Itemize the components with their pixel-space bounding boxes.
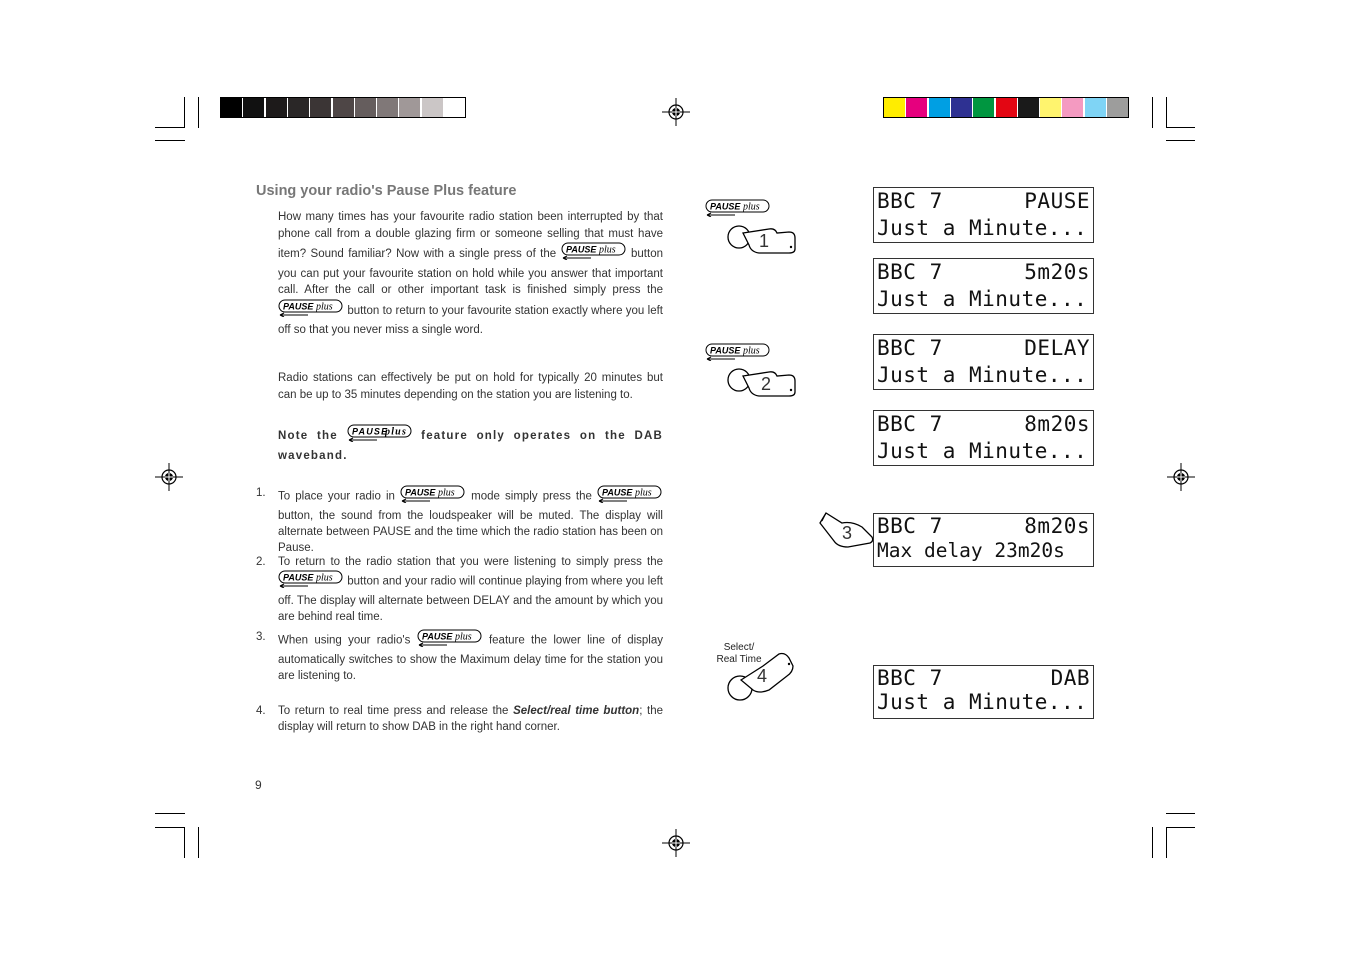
registration-mark-icon [1167,463,1195,491]
svg-text:PAUSE: PAUSE [710,201,741,212]
select-label-line1: Select/ [723,642,755,653]
intro-text: button to return to your favourite station exactly where you left off so that you never miss a single word. [278,304,663,336]
lcd-display [873,513,1094,567]
lcd-station: BBC 7 [877,412,943,436]
color-bar-outline [883,97,1129,118]
pauseplus-logo-svg [278,299,344,317]
svg-text:plus: plus [316,301,333,312]
registration-mark-icon [662,829,690,857]
svg-text:PAUSE: PAUSE [405,487,436,498]
crop-mark [184,97,185,128]
svg-text:PAUSE: PAUSE [351,426,388,437]
lcd-line-1 [874,259,1093,286]
svg-text:plus: plus [598,244,616,256]
crop-mark [184,827,185,858]
page-title: Using your radio's Pause Plus feature [256,183,517,199]
pauseplus-logo-icon [278,299,344,323]
pauseplus-logo-icon [705,199,771,222]
lcd-display [873,334,1094,390]
step-text-part: When using your radio's [278,634,411,647]
pauseplus-button-illustration-1 [705,199,771,222]
lcd-line-1 [874,514,1093,539]
crop-mark [155,827,185,828]
step-text-part: To return to real time press and release the [278,705,509,717]
step-digit: 2 [761,374,772,394]
step-digit: 4 [757,666,768,686]
lcd-line-1 [874,188,1093,215]
lcd-status: DELAY [1024,336,1090,360]
svg-text:plus: plus [316,572,333,584]
lcd-display [873,258,1094,314]
lcd-status: PAUSE [1024,189,1090,213]
crop-mark [155,140,185,141]
step-digit: 1 [759,231,770,251]
step-text-part: ; the display will return to show DAB in the right hand corner. [278,705,663,733]
note-text: Note the [278,430,338,443]
pauseplus-logo-icon [347,424,413,448]
crop-mark [1166,140,1195,141]
lcd-status: DAB [1050,666,1090,690]
crop-mark [1152,827,1153,858]
svg-text:plus: plus [743,201,760,213]
lcd-line-1 [874,335,1093,362]
lcd-station: BBC 7 [877,514,943,538]
pauseplus-logo-svg [705,343,771,361]
step-number: 3. [256,631,266,643]
step-text [278,485,663,556]
lcd-display [873,410,1094,466]
lcd-status: 5m20s [1024,260,1090,284]
crop-mark [198,97,199,128]
step-bold-text: Select/real time button [513,705,640,717]
pauseplus-logo-svg [417,629,483,647]
step-number: 4. [256,705,266,717]
step-number: 1. [256,487,266,499]
pauseplus-logo-svg [597,485,663,503]
pauseplus-logo-icon [597,485,663,508]
pauseplus-logo-svg [561,242,627,260]
lcd-line-2: Just a Minute... [877,287,1088,311]
step-text [278,703,663,735]
pauseplus-logo-svg [400,485,466,503]
lcd-line-2: Just a Minute... [877,439,1088,463]
lcd-station: BBC 7 [877,260,943,284]
step-text-part: To return to the radio station that you were listening to simply press the [278,556,663,568]
pauseplus-logo-icon [400,485,466,508]
svg-text:plus: plus [743,345,760,357]
pauseplus-logo-svg [347,424,413,442]
pauseplus-logo-svg [705,199,771,217]
pauseplus-logo-icon [417,629,483,652]
pauseplus-logo-icon [561,242,627,266]
crop-mark [1166,97,1167,128]
crop-mark [198,827,199,858]
step-digit: 3 [842,523,853,543]
svg-text:PAUSE: PAUSE [283,572,314,583]
crop-mark [155,813,185,814]
note-text: feature only operates on the DAB waveband. [278,430,663,462]
lcd-line-2: Max delay 23m20s [877,539,1065,562]
crop-mark [1166,827,1195,828]
step-text-part: mode simply press the [471,490,592,503]
svg-text:PAUSE: PAUSE [421,631,452,642]
svg-text:PAUSE: PAUSE [283,301,314,311]
intro-paragraph-2: Radio stations can effectively be put on hold for typically 20 minutes but can be up to 35 minutes depending on the station you are listening to. [278,372,663,401]
pauseplus-logo-svg [278,570,344,588]
svg-text:PAUSE: PAUSE [565,244,596,255]
lcd-station: BBC 7 [877,666,943,690]
step-text [278,629,663,684]
lcd-status: 8m20s [1024,514,1090,538]
lcd-display [873,187,1094,243]
lcd-station: BBC 7 [877,189,943,213]
lcd-status: 8m20s [1024,412,1090,436]
registration-mark-icon [662,98,690,126]
lcd-line-1 [874,411,1093,438]
registration-mark-icon [155,463,183,491]
gray-bar-outline [220,97,466,118]
note-paragraph [278,424,663,465]
step-item [256,629,663,684]
step-item [256,554,663,625]
crop-mark [155,127,185,128]
step-number: 2. [256,556,266,568]
svg-text:PAUSE: PAUSE [602,487,633,498]
pauseplus-logo-icon [278,570,344,593]
pauseplus-button-illustration-2 [705,343,771,366]
pauseplus-logo-icon [705,343,771,366]
lcd-line-1 [874,666,1093,691]
step-item [256,485,663,556]
lcd-line-2: Just a Minute... [877,690,1088,714]
step-text [278,554,663,625]
svg-text:plus: plus [384,426,407,438]
select-label-line2: Real Time [716,654,762,665]
crop-mark [1166,813,1195,814]
crop-mark [1166,827,1167,858]
step-item [256,703,663,735]
svg-text:PAUSE: PAUSE [710,345,741,356]
page-number: 9 [255,778,262,792]
intro-text: How many times has your favourite radio station been interrupted by that phone call from a double glazing firm or someone selling that must have item? Sound familiar? Now with a single press of the [278,211,663,260]
lcd-line-2: Just a Minute... [877,363,1088,387]
svg-text:plus: plus [454,631,472,643]
intro-paragraph [278,209,663,339]
lcd-display [873,665,1094,719]
step-text-part: button and your radio will continue playing from where you left off. The display will alternate between DELAY and the amount by which you are behind real time. [278,575,663,623]
step-text-part: To place your radio in [278,490,395,503]
crop-mark [1152,97,1153,128]
svg-text:plus: plus [635,487,652,499]
svg-text:plus: plus [438,487,455,499]
step-text-part: feature the lower line of display automatically switches to show the Maximum delay time for the station you are listening to. [278,634,664,682]
step-text-part: button, the sound from the loudspeaker will be muted. The display will alternate between PAUSE and the time which the radio station has been on Pause. [278,510,663,554]
lcd-station: BBC 7 [877,336,943,360]
crop-mark [1166,127,1195,128]
intro-text: button you can put your favourite station on hold while you answer that important call. After the call or other important task is finished simply press the [278,247,663,296]
lcd-line-2: Just a Minute... [877,216,1088,240]
